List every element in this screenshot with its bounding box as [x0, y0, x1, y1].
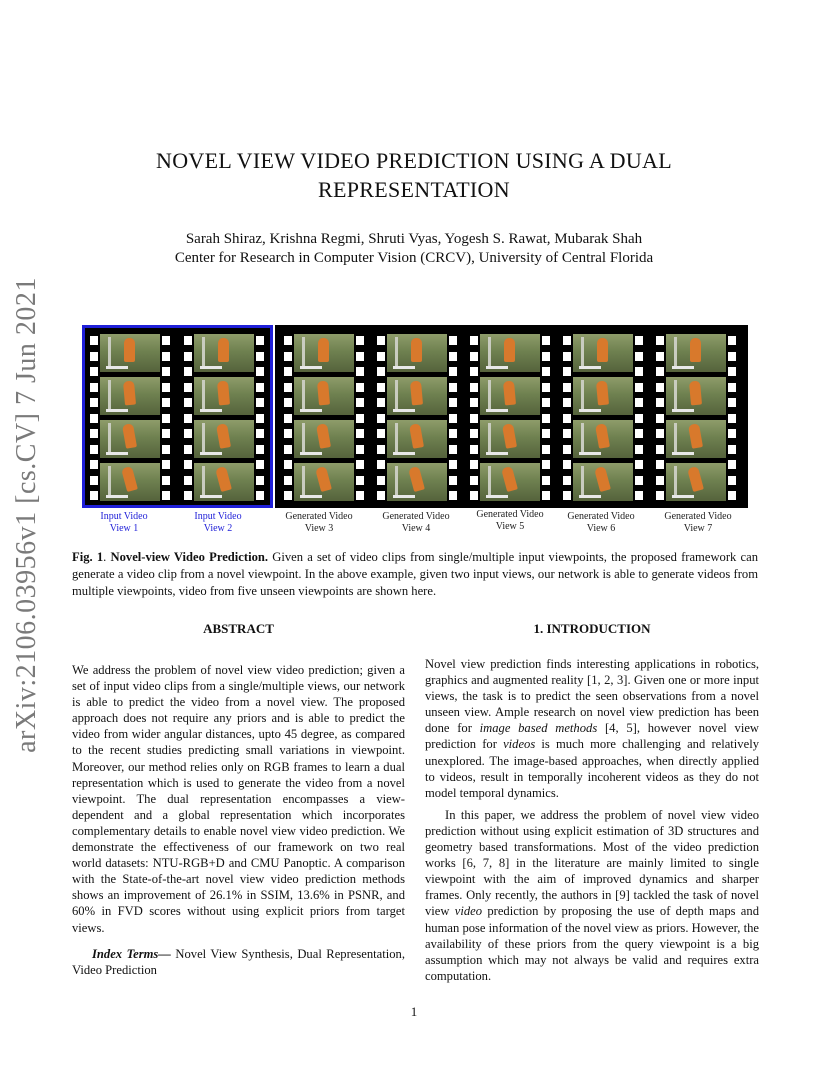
film-strip: [560, 328, 646, 505]
sprocket-hole: [449, 398, 457, 407]
sprocket-hole: [162, 429, 170, 438]
sprocket-hole: [728, 398, 736, 407]
sprocket-hole: [563, 352, 571, 361]
sprocket-hole: [449, 383, 457, 392]
paper-title: [100, 146, 728, 204]
film-strip: [87, 328, 173, 505]
sprocket-hole: [356, 383, 364, 392]
sprocket-hole: [162, 367, 170, 376]
sprocket-hole: [377, 383, 385, 392]
sprocket-hole: [184, 476, 192, 485]
video-frame: [294, 463, 354, 501]
sprocket-hole: [449, 367, 457, 376]
video-frame: [666, 334, 726, 372]
sprocket-hole: [470, 367, 478, 376]
sprocket-hole: [356, 414, 364, 423]
sprocket-hole: [563, 367, 571, 376]
sprocket-hole: [542, 414, 550, 423]
sprocket-hole: [563, 429, 571, 438]
video-frame: [100, 463, 160, 501]
sprocket-hole: [470, 429, 478, 438]
sprocket-hole: [377, 367, 385, 376]
sprocket-hole: [284, 476, 292, 485]
video-frame: [480, 334, 540, 372]
film-strip: [281, 328, 367, 505]
film-strip: [467, 328, 553, 505]
sprocket-hole: [656, 383, 664, 392]
sprocket-hole: [356, 336, 364, 345]
sprocket-hole: [542, 476, 550, 485]
sprocket-hole: [542, 460, 550, 469]
video-frame: [666, 420, 726, 458]
caption-bold-title: Novel-view Video Prediction.: [110, 550, 269, 564]
video-frame: [573, 420, 633, 458]
sprocket-hole: [284, 445, 292, 454]
sprocket-hole: [184, 383, 192, 392]
sprocket-hole: [356, 445, 364, 454]
sprocket-hole: [356, 398, 364, 407]
sprocket-hole: [728, 367, 736, 376]
sprocket-hole: [728, 429, 736, 438]
sprocket-hole: [449, 414, 457, 423]
sprocket-hole: [656, 445, 664, 454]
sprocket-hole: [284, 398, 292, 407]
sprocket-hole: [728, 445, 736, 454]
sprocket-hole: [563, 414, 571, 423]
sprocket-hole: [184, 367, 192, 376]
sprocket-hole: [470, 336, 478, 345]
sprocket-hole: [728, 383, 736, 392]
sprocket-hole: [449, 460, 457, 469]
sprocket-hole: [542, 352, 550, 361]
sprocket-hole: [563, 476, 571, 485]
sprocket-hole: [184, 352, 192, 361]
sprocket-hole: [656, 336, 664, 345]
title-line-1: NOVEL VIEW VIDEO PREDICTION USING A DUAL: [156, 148, 672, 173]
caption-prefix: Fig. 1: [72, 550, 104, 564]
sprocket-hole: [90, 445, 98, 454]
input-views-group: [82, 325, 273, 508]
sprocket-hole: [470, 383, 478, 392]
page-number: 1: [410, 1004, 418, 1019]
film-strip: [181, 328, 267, 505]
sprocket-hole: [563, 460, 571, 469]
video-frame: [100, 420, 160, 458]
sprocket-hole: [356, 460, 364, 469]
sprocket-hole: [284, 460, 292, 469]
video-frame: [573, 463, 633, 501]
sprocket-hole: [162, 476, 170, 485]
index-terms-text: Novel View Synthesis, Dual Representation, Video Prediction: [72, 946, 405, 977]
arxiv-identifier: arXiv:2106.03956v1 [cs.CV] 7 Jun 2021: [11, 277, 42, 753]
sprocket-hole: [284, 414, 292, 423]
label-view-5: Generated Video View 5: [476, 509, 544, 532]
affiliation: Center for Research in Computer Vision (CRCV), University of Central Florida: [174, 250, 654, 266]
sprocket-hole: [356, 352, 364, 361]
citation-link[interactable]: 9: [619, 888, 626, 903]
citation-link[interactable]: 2: [604, 673, 611, 688]
sprocket-hole: [356, 367, 364, 376]
sprocket-hole: [470, 445, 478, 454]
video-frame: [194, 463, 254, 501]
sprocket-hole: [656, 491, 664, 500]
sprocket-hole: [184, 414, 192, 423]
sprocket-hole: [449, 445, 457, 454]
sprocket-hole: [728, 336, 736, 345]
video-frame: [194, 420, 254, 458]
sprocket-hole: [256, 414, 264, 423]
sprocket-hole: [377, 336, 385, 345]
citation-link[interactable]: 3: [616, 673, 624, 688]
sprocket-hole: [635, 491, 643, 500]
sprocket-hole: [377, 460, 385, 469]
sprocket-hole: [563, 383, 571, 392]
citation-link[interactable]: 6: [466, 856, 473, 871]
video-frame: [294, 377, 354, 415]
video-frame: [666, 377, 726, 415]
arxiv-sidebar: [2, 277, 52, 753]
sprocket-hole: [449, 429, 457, 438]
sprocket-hole: [162, 383, 170, 392]
sprocket-hole: [449, 336, 457, 345]
sprocket-hole: [635, 429, 643, 438]
sprocket-hole: [90, 414, 98, 423]
sprocket-hole: [162, 491, 170, 500]
sprocket-hole: [449, 352, 457, 361]
video-frame: [387, 334, 447, 372]
sprocket-hole: [656, 367, 664, 376]
sprocket-hole: [90, 460, 98, 469]
video-frame: [294, 420, 354, 458]
sprocket-hole: [563, 336, 571, 345]
sprocket-hole: [256, 429, 264, 438]
sprocket-hole: [162, 414, 170, 423]
sprocket-hole: [635, 383, 643, 392]
label-view-4: Generated Video View 4: [382, 511, 450, 534]
video-frame: [294, 334, 354, 372]
sprocket-hole: [656, 352, 664, 361]
video-frame: [387, 377, 447, 415]
sprocket-hole: [162, 336, 170, 345]
sprocket-hole: [470, 460, 478, 469]
sprocket-hole: [162, 445, 170, 454]
intro-paragraph-1: Novel view prediction finds interesting applications in robotics, graphics and augmented reality [1, 2, 3]. Given one or more input views, the task is to predict the seen observations from a novel unseen view. Ample research on novel view prediction has been done for image based methods [4, 5], however novel view prediction for videos is much more challenging and relatively unexplored. The image-based approaches, when directly applied to videos, result in temporally incoherent videos as they do not model temporal dynamics.: [425, 657, 760, 800]
abstract-heading: ABSTRACT: [203, 621, 274, 636]
sprocket-hole: [656, 398, 664, 407]
sprocket-hole: [449, 476, 457, 485]
sprocket-hole: [656, 414, 664, 423]
sprocket-hole: [542, 367, 550, 376]
sprocket-hole: [563, 398, 571, 407]
sprocket-hole: [542, 383, 550, 392]
sprocket-hole: [184, 398, 192, 407]
citation-link[interactable]: 7: [482, 856, 490, 871]
video-frame: [480, 420, 540, 458]
video-frame: [100, 334, 160, 372]
citation-link[interactable]: 4: [609, 721, 616, 736]
sprocket-hole: [563, 491, 571, 500]
sprocket-hole: [635, 445, 643, 454]
sprocket-hole: [470, 491, 478, 500]
video-frame: [100, 377, 160, 415]
video-frame: [573, 377, 633, 415]
sprocket-hole: [542, 445, 550, 454]
intro-paragraph-2: In this paper, we address the problem of novel view video prediction without using explicit estimation of 3D structures and geometry based transformations. Most of the video prediction works [6, 7, 8] in the literature are mainly limited to single viewpoint with the aim of improved dynamics and sharper frames. Only recently, the authors in [9] tackled the task of novel view video prediction by proposing the use of depth maps and human pose information of the novel view as priors. However, the availability of these priors from the query viewpoint is a big assumption which may not always be valid and requires extra computation.: [425, 807, 759, 983]
sprocket-hole: [470, 398, 478, 407]
sprocket-hole: [90, 336, 98, 345]
label-view-2: Input Video View 2: [194, 511, 242, 534]
sprocket-hole: [90, 398, 98, 407]
sprocket-hole: [90, 476, 98, 485]
sprocket-hole: [377, 429, 385, 438]
video-frame: [194, 334, 254, 372]
sprocket-hole: [256, 491, 264, 500]
left-column: [72, 662, 405, 978]
sprocket-hole: [542, 491, 550, 500]
sprocket-hole: [90, 367, 98, 376]
label-view-3: Generated Video View 3: [285, 511, 353, 534]
video-frame: [666, 463, 726, 501]
sprocket-hole: [284, 429, 292, 438]
film-strip: [653, 328, 739, 505]
sprocket-hole: [728, 476, 736, 485]
index-terms: [72, 946, 405, 978]
sprocket-hole: [635, 414, 643, 423]
sprocket-hole: [356, 429, 364, 438]
sprocket-hole: [470, 476, 478, 485]
sprocket-hole: [542, 336, 550, 345]
video-frame: [480, 377, 540, 415]
sprocket-hole: [377, 414, 385, 423]
sprocket-hole: [356, 491, 364, 500]
sprocket-hole: [90, 383, 98, 392]
sprocket-hole: [256, 383, 264, 392]
sprocket-hole: [635, 460, 643, 469]
label-view-6: Generated Video View 6: [567, 511, 635, 534]
sprocket-hole: [256, 367, 264, 376]
sprocket-hole: [635, 398, 643, 407]
sprocket-hole: [256, 398, 264, 407]
right-column: [425, 656, 759, 984]
citation-link[interactable]: 8: [498, 856, 506, 871]
citation-link[interactable]: 5: [626, 721, 633, 736]
video-frame: [387, 463, 447, 501]
sprocket-hole: [635, 352, 643, 361]
video-frame: [387, 420, 447, 458]
title-line-2: REPRESENTATION: [318, 177, 510, 202]
sprocket-hole: [377, 398, 385, 407]
sprocket-hole: [728, 491, 736, 500]
citation-link[interactable]: 1: [591, 673, 598, 688]
video-frame: [573, 334, 633, 372]
sprocket-hole: [728, 414, 736, 423]
sprocket-hole: [256, 336, 264, 345]
sprocket-hole: [184, 491, 192, 500]
sprocket-hole: [256, 445, 264, 454]
sprocket-hole: [656, 476, 664, 485]
author-list: Sarah Shiraz, Krishna Regmi, Shruti Vyas, Yogesh S. Rawat, Mubarak Shah: [185, 231, 643, 247]
sprocket-hole: [728, 460, 736, 469]
sprocket-hole: [162, 398, 170, 407]
sprocket-hole: [377, 445, 385, 454]
sprocket-hole: [470, 414, 478, 423]
sprocket-hole: [90, 429, 98, 438]
sprocket-hole: [470, 352, 478, 361]
sprocket-hole: [256, 476, 264, 485]
figure-1-filmstrips: [82, 325, 748, 508]
sprocket-hole: [184, 445, 192, 454]
sprocket-hole: [656, 460, 664, 469]
sprocket-hole: [542, 398, 550, 407]
sprocket-hole: [284, 367, 292, 376]
label-view-1: Input Video View 1: [100, 511, 148, 534]
sprocket-hole: [162, 460, 170, 469]
film-strip: [374, 328, 460, 505]
video-frame: [480, 463, 540, 501]
generated-views-group: [275, 325, 748, 508]
sprocket-hole: [90, 491, 98, 500]
caption-text: Given a set of video clips from single/multiple input viewpoints, the proposed framework can generate a video clip from a novel viewpoint. In the above example, given two input views, our network is able to generate videos from multiple viewpoints, video from five unseen viewpoints are shown here.: [72, 550, 759, 598]
sprocket-hole: [256, 460, 264, 469]
sprocket-hole: [377, 476, 385, 485]
sprocket-hole: [284, 352, 292, 361]
sprocket-hole: [635, 336, 643, 345]
abstract-body: We address the problem of novel view video prediction; given a set of input video clips from a single/multiple views, our network is able to predict the video from a novel view. The proposed approach does not require any priors and is able to predict the video from wider angular distances, upto 45 degree, as compared to the recent studies predicting small variations in viewpoint. Moreover, our method relies only on RGB frames to learn a dual representation which is used to generate the video from a novel viewpoint. The dual representation encompasses a view-dependent and a global representation which incorporates complementary details to enable novel view video prediction. We demonstrate the effectiveness of our framework on two real world datasets: NTU-RGB+D and CMU Panoptic. A comparison with the State-of-the-art novel view video prediction methods shows an improvement of 26.1% in SSIM, 13.6% in PSNR, and 60% in FVD scores without using explicit priors from target views.: [72, 663, 405, 935]
sprocket-hole: [284, 491, 292, 500]
sprocket-hole: [656, 429, 664, 438]
sprocket-hole: [449, 491, 457, 500]
sprocket-hole: [542, 429, 550, 438]
sprocket-hole: [635, 367, 643, 376]
sprocket-hole: [356, 476, 364, 485]
sprocket-hole: [162, 352, 170, 361]
sprocket-hole: [377, 352, 385, 361]
sprocket-hole: [256, 352, 264, 361]
sprocket-hole: [184, 429, 192, 438]
sprocket-hole: [728, 352, 736, 361]
sprocket-hole: [184, 336, 192, 345]
video-frame: [194, 377, 254, 415]
figure-caption: Fig. 1. Novel-view Video Prediction. Given a set of video clips from single/multiple input viewpoints, the proposed framework can generate a video clip from a novel viewpoint. In the above example, given two input views, our network is able to generate videos from multiple viewpoints, video from five unseen viewpoints are shown here.: [72, 550, 759, 598]
sprocket-hole: [563, 445, 571, 454]
sprocket-hole: [377, 491, 385, 500]
sprocket-hole: [635, 476, 643, 485]
sprocket-hole: [284, 336, 292, 345]
introduction-heading: 1. INTRODUCTION: [533, 621, 651, 636]
sprocket-hole: [184, 460, 192, 469]
sprocket-hole: [90, 352, 98, 361]
index-terms-label: Index Terms—: [92, 946, 171, 961]
label-view-7: Generated Video View 7: [664, 511, 732, 534]
sprocket-hole: [284, 383, 292, 392]
